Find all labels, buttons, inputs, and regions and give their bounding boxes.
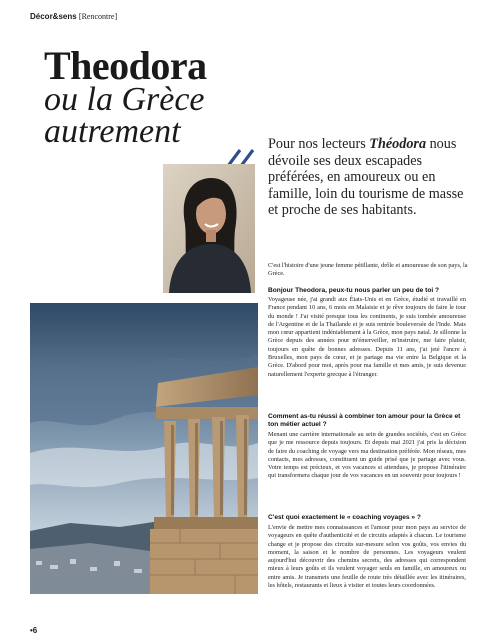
magazine-header	[30, 12, 117, 21]
intro-name: Théodora	[369, 136, 427, 152]
intro-part1: Pour nos lecteurs	[268, 136, 366, 152]
lead-paragraph: C'est l'histoire d'une jeune femme pétillante, drôle et amoureuse de son pays, la Grèce.	[268, 262, 468, 278]
question-2: Comment as-tu réussi à combiner ton amour pour la Grèce et ton métier actuel ?	[268, 413, 461, 429]
answer-2: Menant une carrière internationale au sein de grandes sociétés, c'est en Grèce que je me ressource depuis toujours. Et depuis mai 2021 j'ai pris la décision de faire du coaching de voyage vers ma destination préférée. Mon réseau, mes contacts, mes adresses, constituent un guide prisé que je partage avec vous. Votre temps est précieux, et vos vacances si attendues, je propose l'itinéraire qui transformera chaque jour de vos vacances en un souvenir pour toujours !	[268, 431, 466, 480]
page-number: •6	[30, 626, 38, 635]
question-3: C'est quoi exactement le « coaching voyages » ?	[268, 514, 421, 521]
magazine-name: Décor&sens	[30, 12, 77, 21]
article-title-line3: autrement	[44, 113, 181, 150]
section-tag: [Rencontre]	[78, 12, 118, 21]
erechtheion-photo	[30, 303, 258, 594]
portrait-photo	[163, 164, 255, 293]
article-title-name: Theodora	[44, 43, 207, 88]
intro-paragraph	[268, 136, 468, 219]
question-1: Bonjour Theodora, peux-tu nous parler un peu de toi ?	[268, 287, 440, 294]
answer-1: Voyageuse née, j'ai grandi aux États-Unis et en Grèce, étudié et travaillé en France pendant 10 ans, 6 mois en Malaisie et je rêve toujours de faire le tour du monde ! J'ai visité presque tous les continents, je suis tombée amoureuse de l'Argentine et de la Thaïlande et je suis rentrée bouleversée de l'Inde. Mais mon cœur appartient indéniablement à la Grèce, mon pays natal. Je sillonne la Grèce depuis des années pour m'émerveiller, m'instruire, me faire plaisir, toujours en quête de bonnes adresses. Depuis 11 ans, j'ai jeté l'ancre à Bruxelles, mon pays de cœur, et je partage ma vie entre la Belgique et la Grèce. D'abord pour moi, après pour ma famille et mes amis, je suis devenue naturellement l'experte grecque à l'étranger.	[268, 296, 466, 378]
article-title-line2: ou la Grèce	[44, 81, 205, 118]
answer-3: L'envie de mettre mes connaissances et l'amour pour mon pays au service de voyageurs en quête d'authenticité et de circuits adaptés à chacun. Le tourisme change et je propose des circuits sur-mesure selon vos goûts, vos envies du moment, la saison et le nombre de personnes. Les voyageurs veulent aujourd'hui découvrir des chemins secrets, des adresses qui correspondent mieux à leurs goûts et ils veulent voyager seuls en famille, en amoureux ou entre amis. Je transmets une feuille de route très détaillée avec les itinéraires, les hôtels, restaurants et lieux à visiter et toutes leurs coordonnées.	[268, 524, 466, 590]
intro-part2: nous dévoile ses deux escapades préférées, en amoureux ou en famille, loin du tourisme de masse et proche de ses habitants.	[268, 136, 464, 219]
